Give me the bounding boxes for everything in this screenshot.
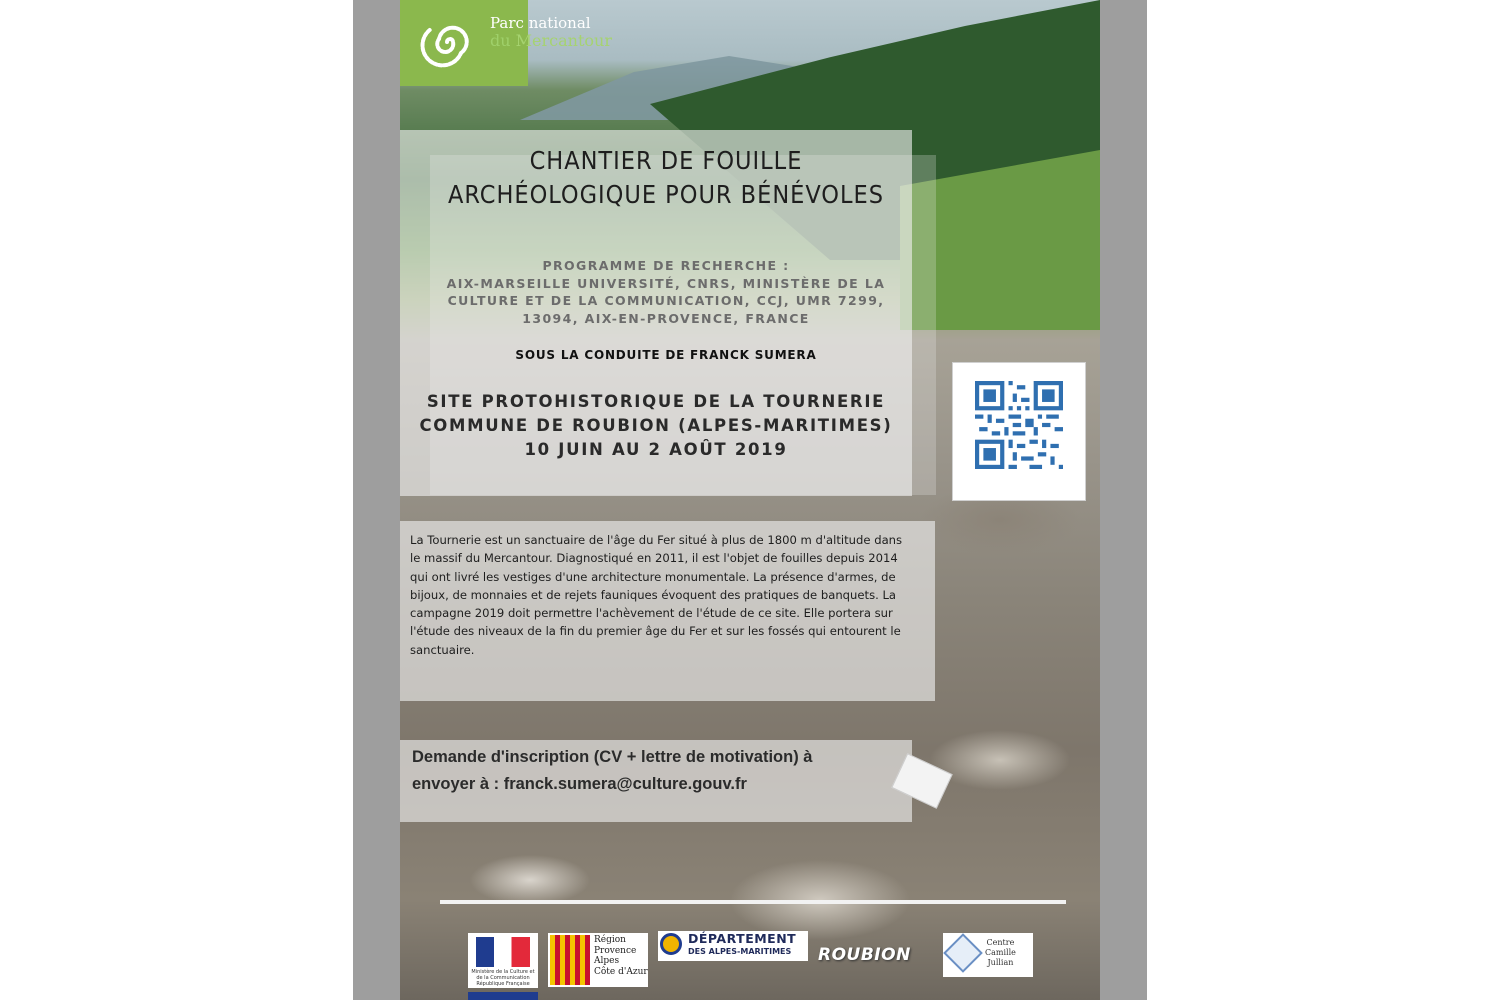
- site-line: COMMUNE DE ROUBION (ALPES-MARITIMES): [419, 416, 893, 435]
- contact-line-2[interactable]: envoyer à : franck.sumera@culture.gouv.fr: [412, 775, 747, 793]
- programme-line: CULTURE ET DE LA COMMUNICATION, CCJ, UMR 7299,: [447, 293, 885, 309]
- republique-francaise-text: Ministère de la Culture et de la Communication République Française: [471, 969, 535, 987]
- title-line-1: CHANTIER DE FOUILLE: [529, 146, 803, 175]
- region-paca-logo: [548, 933, 648, 987]
- partner-logos: [400, 925, 1100, 1000]
- parc-logo-text: [490, 14, 612, 50]
- departement-logo: [658, 931, 808, 961]
- departement-line-1: DÉPARTEMENT: [688, 931, 797, 946]
- parc-logo-line1: Parc national: [490, 14, 591, 32]
- qr-code[interactable]: [952, 362, 1086, 501]
- ccj-emblem-icon: [943, 933, 983, 973]
- ccj-line: Camille: [985, 948, 1016, 957]
- swirl-icon: [418, 10, 482, 74]
- footer-divider: [440, 900, 1066, 904]
- ccj-text: [985, 938, 1016, 968]
- contact-line-1: Demande d'inscription (CV + lettre de motivation) à: [412, 748, 813, 766]
- region-line: Provence: [594, 945, 637, 956]
- region-line: Alpes: [594, 956, 620, 966]
- ministry-banner: [468, 992, 538, 1000]
- programme-line: AIX-MARSEILLE UNIVERSITÉ, CNRS, MINISTÈRE DE LA: [446, 275, 886, 291]
- parc-logo-mercantour: Mercantour: [515, 31, 612, 50]
- roubion-logo: ROUBION: [818, 945, 911, 965]
- title-line-2: ARCHÉOLOGIQUE POUR BÉNÉVOLES: [447, 180, 885, 209]
- parc-logo: [400, 0, 612, 86]
- region-line: Côte d'Azur: [594, 966, 648, 977]
- right-gray-bar: [1100, 0, 1147, 1000]
- qr-code-icon: [975, 381, 1063, 469]
- left-gray-bar: [353, 0, 400, 1000]
- site-block: [400, 390, 912, 462]
- programme-block: [400, 257, 932, 327]
- region-text: [594, 935, 648, 977]
- description-text: La Tournerie est un sanctuaire de l'âge du Fer situé à plus de 1800 m d'altitude dans le massif du Mercantour. Diagnostiqué en 2011, il est l'objet de fouilles depuis 2014 qui ont livré les vestiges d'une architecture monumentale. La présence d'armes, de bijoux, de monnaies et de rejets fauniques évoquent des pratiques de banquets. La campagne 2019 doit permettre l'achèvement de l'étude de ce site. Elle portera sur l'étude des niveaux de la fin du premier âge du Fer et sur les fossés qui entourent le sanctuaire.: [410, 533, 903, 657]
- region-flag-icon: [550, 935, 590, 985]
- departement-line-2: DES ALPES-MARITIMES: [688, 947, 792, 956]
- parc-logo-line2: [490, 32, 612, 50]
- site-line: SITE PROTOHISTORIQUE DE LA TOURNERIE: [426, 392, 886, 411]
- ccj-line: Centre: [986, 938, 1015, 947]
- parc-logo-du: du: [490, 31, 516, 50]
- site-line: 10 JUIN AU 2 AOÛT 2019: [524, 440, 788, 459]
- conduite-text: SOUS LA CONDUITE DE FRANCK SUMERA: [515, 348, 817, 362]
- programme-line: PROGRAMME DE RECHERCHE :: [542, 258, 790, 273]
- ccj-line: Jullian: [987, 958, 1014, 967]
- departement-emblem-icon: [660, 933, 682, 955]
- contact-text: [412, 744, 912, 798]
- poster: [400, 0, 1100, 1000]
- region-line: Région: [594, 935, 626, 945]
- marianne-flag-icon: [476, 937, 530, 967]
- centre-camille-jullian-logo: [943, 933, 1033, 977]
- republique-francaise-logo: [468, 933, 538, 988]
- programme-line: 13094, AIX-EN-PROVENCE, FRANCE: [522, 310, 810, 326]
